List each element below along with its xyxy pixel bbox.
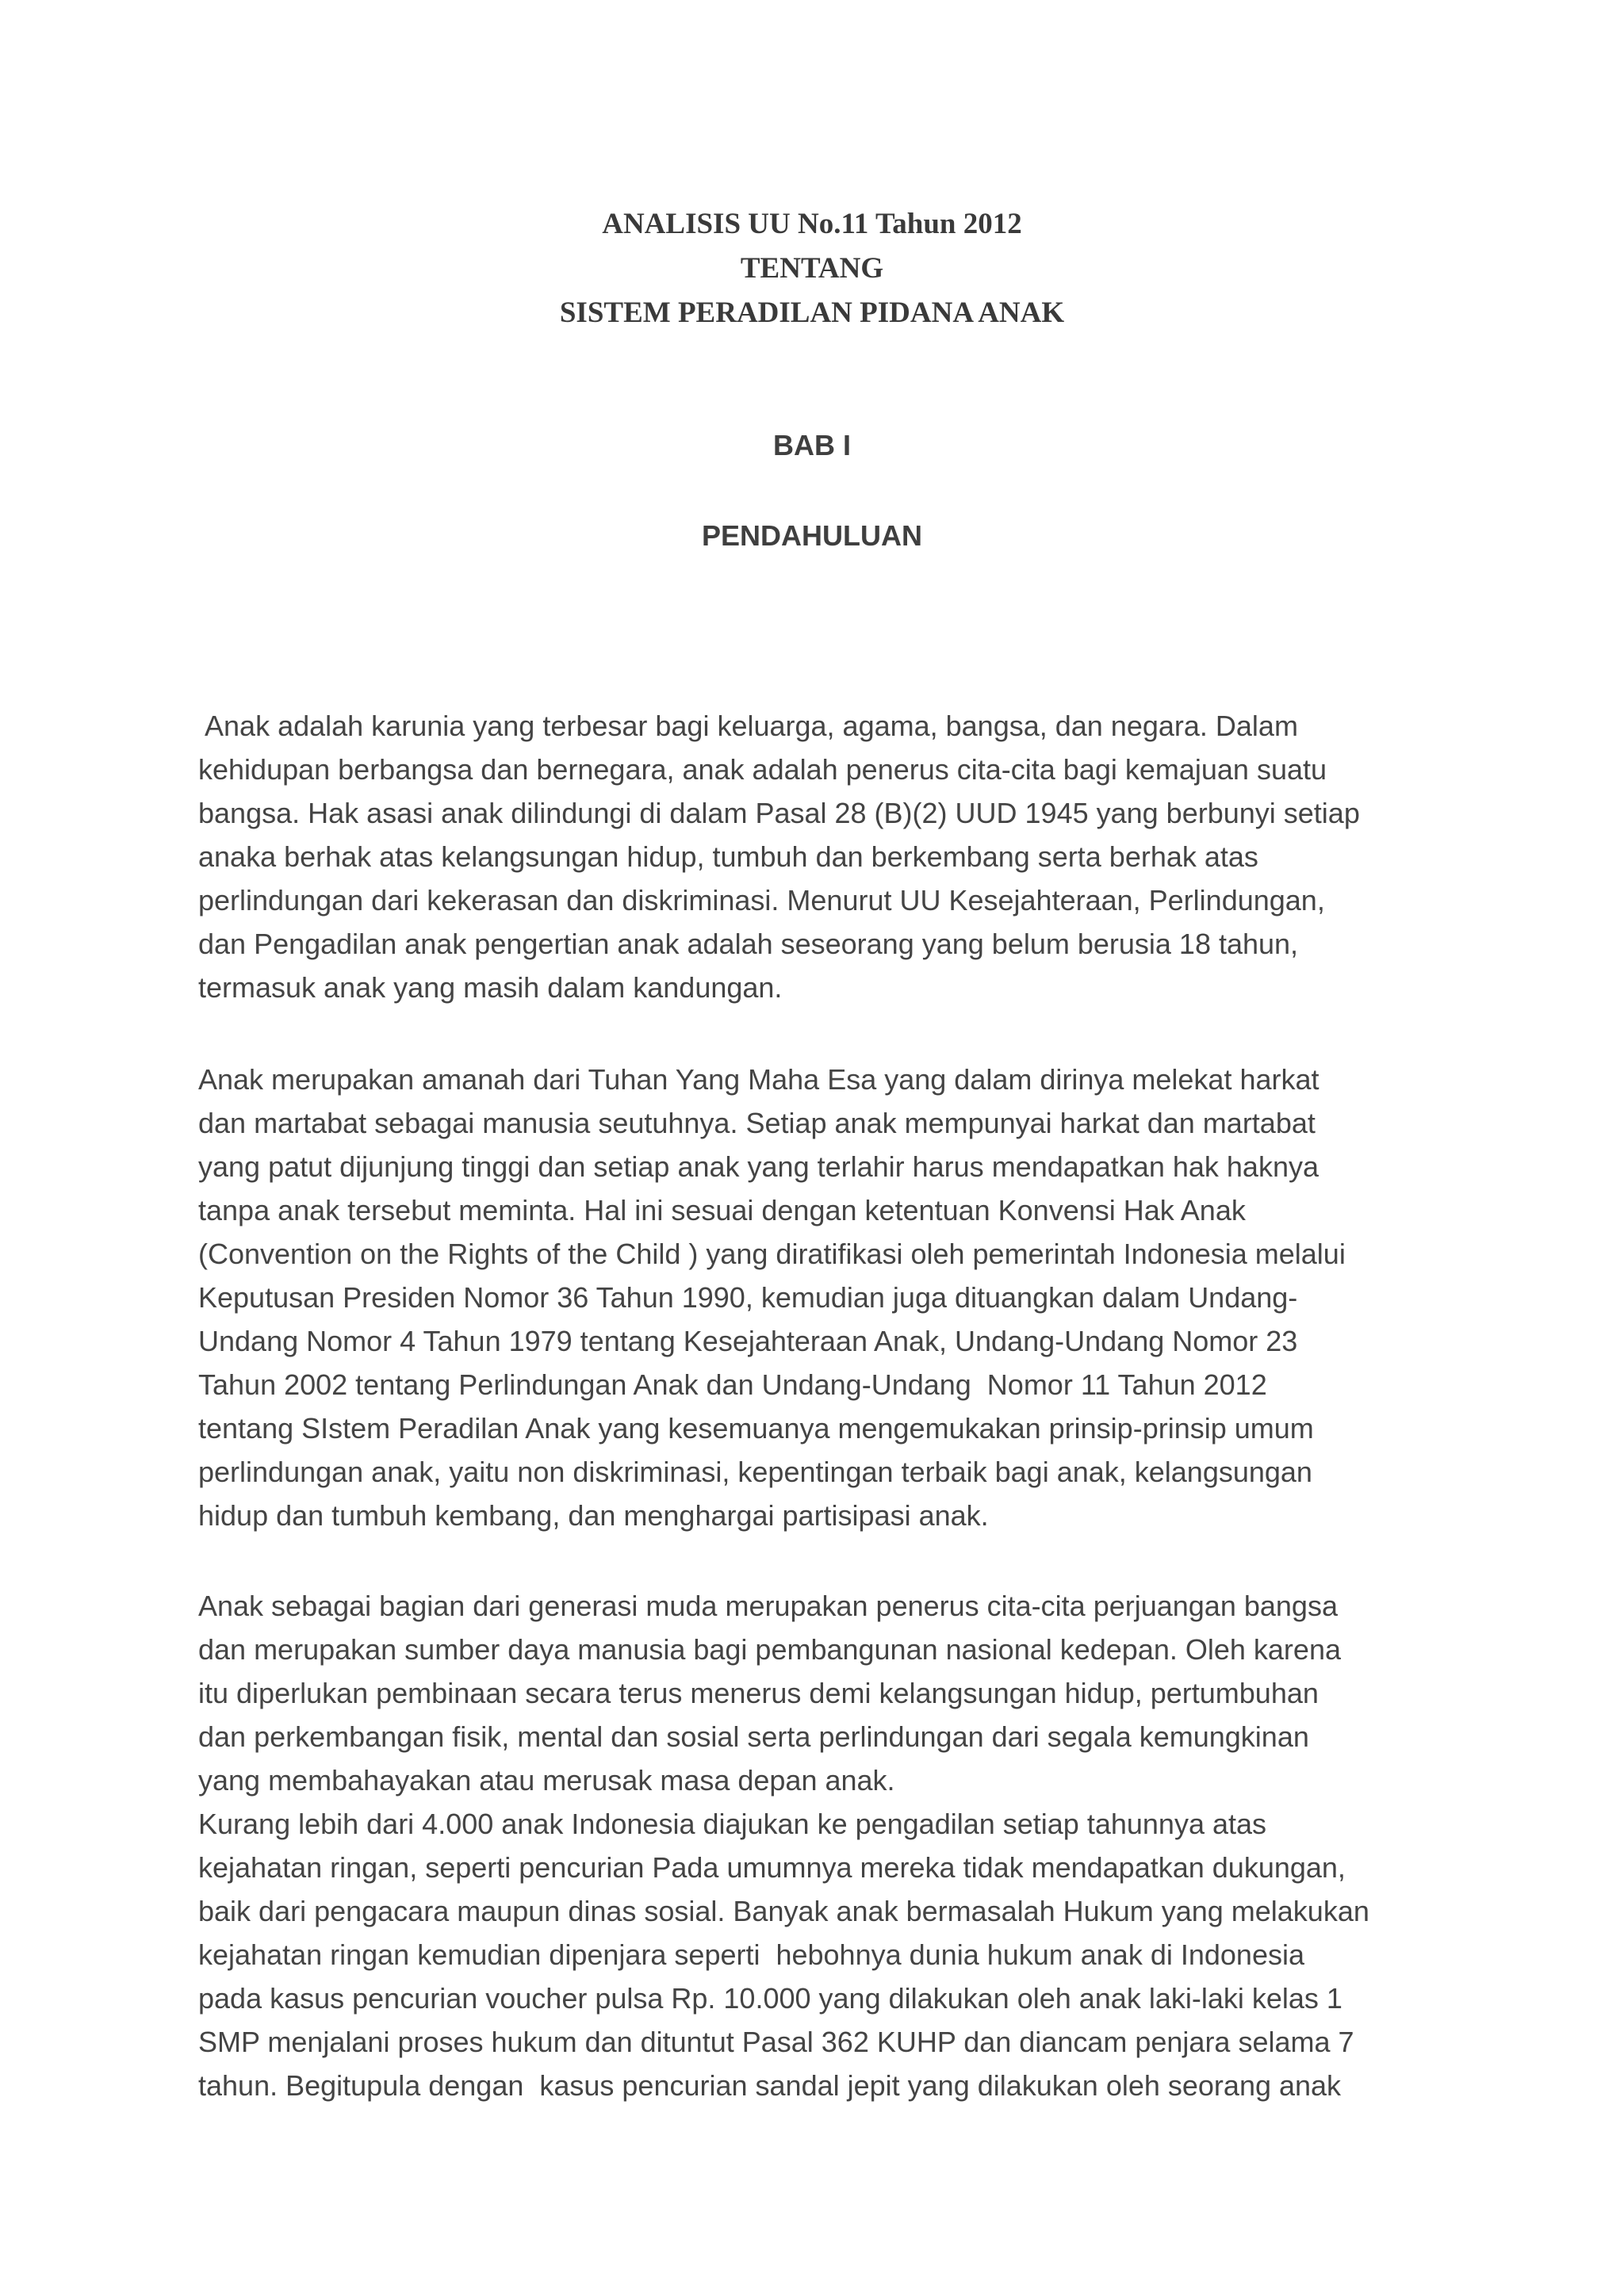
text-line: Anak merupakan amanah dari Tuhan Yang Maha Esa yang dalam dirinya melekat harkat — [198, 1063, 1320, 1096]
text-line: hidup dan tumbuh kembang, dan menghargai partisipasi anak. — [198, 1499, 989, 1532]
text-line: dan Pengadilan anak pengertian anak adalah seseorang yang belum berusia 18 tahun, — [198, 928, 1299, 960]
text-line: kejahatan ringan, seperti pencurian Pada umumnya mereka tidak mendapatkan dukungan, — [198, 1851, 1346, 1884]
text-line: Tahun 2002 tentang Perlindungan Anak dan Undang-Undang Nomor 11 Tahun 2012 — [198, 1368, 1267, 1401]
text-line: kehidupan berbangsa dan bernegara, anak adalah penerus cita-cita bagi kemajuan suatu — [198, 753, 1327, 786]
chapter-heading: BAB I — [773, 429, 851, 461]
text-line: tahun. Begitupula dengan kasus pencurian sandal jepit yang dilakukan oleh seorang anak — [198, 2069, 1342, 2102]
text-line: Kurang lebih dari 4.000 anak Indonesia diajukan ke pengadilan setiap tahunnya atas — [198, 1808, 1267, 1840]
text-line: perlindungan dari kekerasan dan diskriminasi. Menurut UU Kesejahteraan, Perlindungan, — [198, 884, 1325, 916]
text-line: Anak sebagai bagian dari generasi muda merupakan penerus cita-cita perjuangan bangsa — [198, 1590, 1338, 1622]
title-line-3: SISTEM PERADILAN PIDANA ANAK — [559, 297, 1065, 329]
text-line: kejahatan ringan kemudian dipenjara seperti hebohnya dunia hukum anak di Indonesia — [198, 1938, 1304, 1971]
text-line: Undang Nomor 4 Tahun 1979 tentang Kesejahteraan Anak, Undang-Undang Nomor 23 — [198, 1325, 1298, 1357]
text-line: Keputusan Presiden Nomor 36 Tahun 1990, kemudian juga dituangkan dalam Undang- — [198, 1281, 1298, 1314]
paragraph-2 — [198, 1058, 1435, 1537]
text-line: baik dari pengacara maupun dinas sosial. Banyak anak bermasalah Hukum yang melakukan — [198, 1895, 1369, 1927]
text-line: dan perkembangan fisik, mental dan sosial serta perlindungan dari segala kemungkinan — [198, 1720, 1309, 1753]
text-line: (Convention on the Rights of the Child ) yang diratifikasi oleh pemerintah Indonesia melalui — [198, 1238, 1346, 1270]
text-line: perlindungan anak, yaitu non diskriminasi, kepentingan terbaik bagi anak, kelangsungan — [198, 1456, 1312, 1488]
text-line: dan martabat sebagai manusia seutuhnya. Setiap anak mempunyai harkat dan martabat — [198, 1107, 1316, 1139]
text-line: yang patut dijunjung tinggi dan setiap anak yang terlahir harus mendapatkan hak haknya — [198, 1150, 1319, 1183]
text-line: pada kasus pencurian voucher pulsa Rp. 10.000 yang dilakukan oleh anak laki-laki kelas 1 — [198, 1982, 1342, 2015]
title-line-1: ANALISIS UU No.11 Tahun 2012 — [602, 208, 1022, 240]
chapter-title: PENDAHULUAN — [702, 519, 922, 552]
text-line: anaka berhak atas kelangsungan hidup, tumbuh dan berkembang serta berhak atas — [198, 840, 1258, 873]
document-title — [0, 202, 1624, 335]
paragraph-1 — [198, 704, 1435, 1009]
text-line: SMP menjalani proses hukum dan dituntut Pasal 362 KUHP dan diancam penjara selama 7 — [198, 2026, 1354, 2058]
text-line: tentang SIstem Peradilan Anak yang kesemuanya mengemukakan prinsip-prinsip umum — [198, 1412, 1314, 1445]
text-line: itu diperlukan pembinaan secara terus menerus demi kelangsungan hidup, pertumbuhan — [198, 1677, 1319, 1709]
text-line: bangsa. Hak asasi anak dilindungi di dalam Pasal 28 (B)(2) UUD 1945 yang berbunyi setiap — [198, 797, 1360, 829]
paragraph-3 — [198, 1584, 1435, 2107]
text-line: termasuk anak yang masih dalam kandungan. — [198, 971, 783, 1004]
text-line: dan merupakan sumber daya manusia bagi pembangunan nasional kedepan. Oleh karena — [198, 1633, 1341, 1666]
text-line: yang membahayakan atau merusak masa depan anak. — [198, 1764, 895, 1797]
text-line: Anak adalah karunia yang terbesar bagi keluarga, agama, bangsa, dan negara. Dalam — [198, 710, 1298, 742]
title-line-2: TENTANG — [740, 252, 884, 285]
text-line: tanpa anak tersebut meminta. Hal ini sesuai dengan ketentuan Konvensi Hak Anak — [198, 1194, 1246, 1226]
